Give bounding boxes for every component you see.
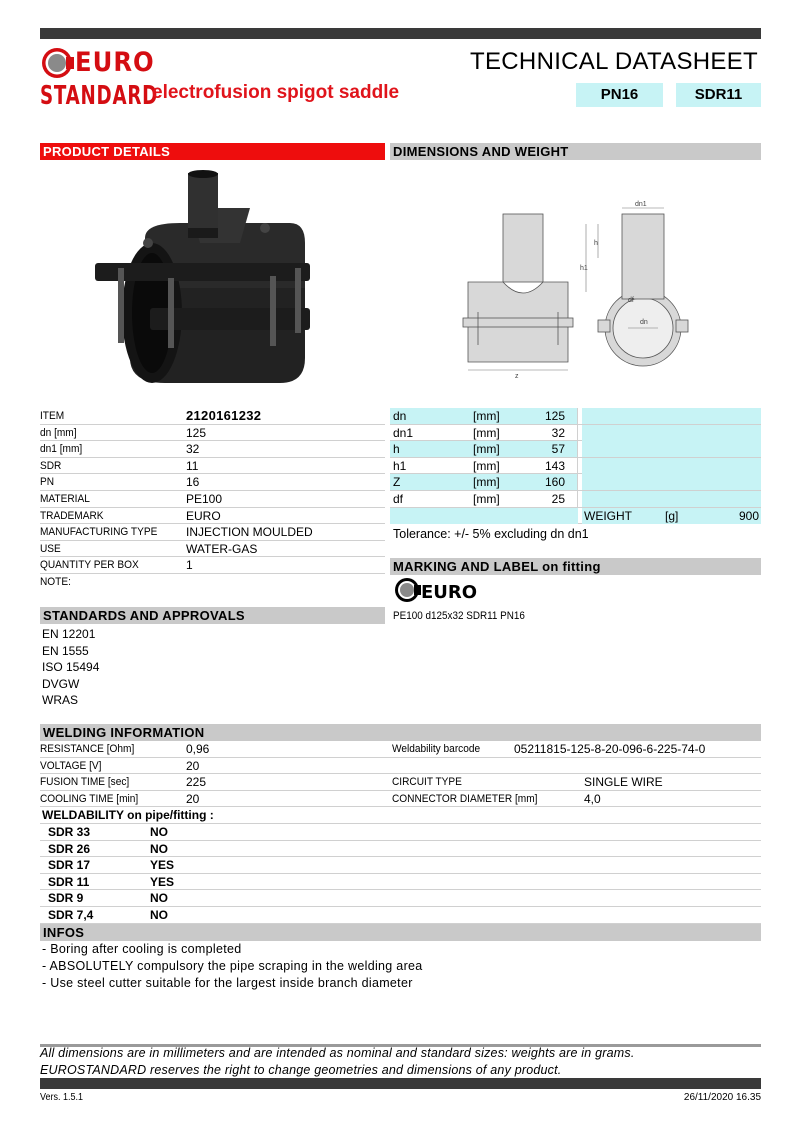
dimension-value: 32 (551, 425, 565, 440)
product-value: 16 (186, 475, 200, 490)
dimension-name: h (393, 442, 400, 457)
barcode-label: Weldability barcode (392, 743, 481, 755)
weldability-sdr: SDR 17 (48, 858, 91, 873)
product-image (90, 168, 330, 398)
welding-label: VOLTAGE [V] (40, 759, 102, 772)
product-value: INJECTION MOULDED (186, 525, 313, 540)
standard-item: EN 1555 (42, 643, 89, 658)
connector-diameter-label: CONNECTOR DIAMETER [mm] (392, 792, 538, 805)
welding-label: RESISTANCE [Ohm] (40, 743, 135, 755)
dimension-unit: [mm] (473, 475, 500, 490)
product-row (40, 458, 385, 475)
product-details-table (40, 408, 385, 591)
product-label: NOTE: (40, 575, 71, 588)
dimension-cell (390, 425, 578, 441)
product-row (40, 408, 385, 425)
label-df: df (628, 297, 634, 304)
pn-tag: PN16 (576, 83, 663, 107)
dimension-value: 160 (544, 475, 565, 490)
weldability-row (40, 890, 761, 907)
weight-value: 900 (738, 508, 759, 523)
weldability-row (40, 841, 761, 858)
dimension-name: Z (393, 475, 401, 490)
brand-bottom: STANDARD (40, 81, 159, 111)
dimension-extra-cell (582, 441, 761, 457)
standard-item: ISO 15494 (42, 660, 100, 675)
product-value: 2120161232 (186, 408, 262, 423)
dimension-unit: [mm] (473, 442, 500, 457)
product-value: EURO (186, 508, 221, 523)
weldability-result: NO (150, 907, 168, 922)
footer-note-2: EUROSTANDARD reserves the right to change geometries and dimensions of any product. (40, 1063, 562, 1077)
weight-row (390, 508, 761, 525)
product-label: MATERIAL (40, 492, 90, 505)
connector-diameter-value: 4,0 (584, 791, 601, 806)
product-label: USE (40, 542, 61, 555)
dimension-unit: [mm] (473, 409, 500, 423)
dimension-extra-cell (582, 425, 761, 441)
product-label: SDR (40, 459, 62, 472)
product-label: MANUFACTURING TYPE (40, 526, 158, 539)
weldability-result: NO (150, 841, 168, 856)
dimension-row (390, 474, 761, 491)
bottom-bar (40, 1078, 761, 1089)
dimension-unit: [mm] (473, 458, 500, 473)
product-row (40, 541, 385, 558)
dimension-name: df (393, 491, 404, 506)
dimension-unit: [mm] (473, 425, 500, 440)
label-z: z (515, 373, 519, 380)
welding-label: FUSION TIME [sec] (40, 776, 130, 789)
weldability-row (40, 824, 761, 841)
product-value: 32 (186, 442, 200, 457)
product-row (40, 491, 385, 508)
welding-row (40, 791, 761, 808)
product-row (40, 574, 385, 591)
welding-header: WELDING INFORMATION (40, 724, 761, 741)
info-item: - Use steel cutter suitable for the largest inside branch diameter (42, 975, 413, 990)
info-item: - Boring after cooling is completed (42, 942, 242, 956)
circuit-type-label: CIRCUIT TYPE (392, 776, 462, 789)
dimension-name: dn (393, 409, 407, 423)
dimension-extra-cell (582, 474, 761, 490)
weight-blank-cell (390, 508, 578, 524)
product-row (40, 557, 385, 574)
standards-header: STANDARDS AND APPROVALS (40, 607, 385, 624)
product-row (40, 508, 385, 525)
weldability-sdr: SDR 33 (48, 825, 91, 839)
standard-item: DVGW (42, 676, 80, 691)
dimension-value: 57 (551, 442, 565, 457)
weldability-result: YES (150, 858, 175, 873)
welding-value: 0,96 (186, 742, 210, 756)
top-bar (40, 28, 761, 39)
product-label: ITEM (40, 410, 65, 422)
product-details-header: PRODUCT DETAILS (40, 143, 385, 160)
dimensions-drawing (458, 200, 703, 380)
weldability-sdr: SDR 9 (48, 891, 84, 906)
dimensions-table (390, 408, 761, 524)
product-row (40, 474, 385, 491)
dimension-row (390, 458, 761, 475)
weldability-result: NO (150, 891, 168, 906)
dimension-value: 125 (544, 409, 565, 423)
marking-text: PE100 d125x32 SDR11 PN16 (393, 610, 525, 622)
product-label: PN (40, 476, 55, 489)
label-dn1: dn1 (635, 201, 647, 208)
dimension-extra-cell (582, 458, 761, 474)
weight-unit: [g] (665, 508, 679, 523)
weldability-sdr: SDR 26 (48, 841, 91, 856)
dimension-unit: [mm] (473, 491, 500, 506)
weldability-sdr: SDR 11 (48, 874, 90, 889)
weldability-row (40, 857, 761, 874)
svg-text:EURO: EURO (421, 582, 478, 603)
dimension-name: dn1 (393, 425, 414, 440)
footer-note-1: All dimensions are in millimeters and are intended as nominal and standard sizes: weights are in grams. (40, 1046, 635, 1060)
welding-value: 20 (186, 791, 200, 806)
welding-value: 225 (186, 775, 207, 790)
dimension-cell (390, 474, 578, 490)
product-value: WATER-GAS (186, 541, 258, 556)
weldability-row (40, 874, 761, 891)
marking-logo (394, 577, 478, 606)
dimension-row (390, 408, 761, 425)
standard-item: WRAS (42, 693, 78, 708)
product-label: QUANTITY PER BOX (40, 559, 139, 572)
marking-header: MARKING AND LABEL on fitting (390, 558, 761, 575)
dimension-cell (390, 491, 578, 507)
product-label: dn [mm] (40, 426, 77, 439)
dimension-cell (390, 441, 578, 457)
version: Vers. 1.5.1 (40, 1092, 84, 1103)
product-value: 125 (186, 425, 207, 440)
weldability-table (40, 824, 761, 924)
dimension-value: 143 (544, 458, 565, 473)
infos-list (42, 941, 423, 991)
product-value: 1 (186, 558, 193, 573)
brand-top: EURO (75, 47, 155, 78)
dimension-extra-cell (582, 491, 761, 507)
dimension-value: 25 (551, 491, 565, 506)
welding-row (40, 774, 761, 791)
standard-item: EN 12201 (42, 627, 96, 641)
welding-table (40, 741, 761, 807)
info-item: - ABSOLUTELY compulsory the pipe scraping in the welding area (42, 958, 423, 973)
product-label: dn1 [mm] (40, 443, 83, 456)
weldability-result: NO (150, 825, 168, 839)
welding-value: 20 (186, 758, 200, 773)
euro-mark-icon (394, 577, 478, 603)
infos-header: INFOS (40, 924, 761, 941)
weldability-row (40, 907, 761, 924)
product-value: 11 (186, 458, 199, 473)
product-subtitle: electrofusion spigot saddle (152, 82, 400, 103)
document-title: TECHNICAL DATASHEET (470, 48, 758, 75)
dimension-cell (390, 458, 578, 474)
dimensions-header: DIMENSIONS AND WEIGHT (390, 143, 761, 160)
weldability-title: WELDABILITY on pipe/fitting : (40, 807, 761, 824)
welding-row (40, 741, 761, 758)
product-row (40, 441, 385, 458)
label-dn: dn (640, 319, 648, 326)
tolerance-note: Tolerance: +/- 5% excluding dn dn1 (393, 527, 589, 541)
weight-cell (582, 508, 761, 524)
dimension-row (390, 491, 761, 508)
dimension-extra-cell (582, 408, 761, 424)
sdr-tag: SDR11 (676, 83, 761, 107)
print-date: 26/11/2020 16.35 (683, 1092, 761, 1103)
label-h: h (594, 240, 598, 247)
dimension-cell (390, 408, 578, 424)
barcode-value: 05211815-125-8-20-096-6-225-74-0 (514, 742, 706, 756)
welding-row (40, 758, 761, 775)
dimension-name: h1 (393, 458, 407, 473)
dimension-row (390, 441, 761, 458)
circuit-type-value: SINGLE WIRE (584, 775, 663, 790)
product-value: PE100 (186, 491, 223, 506)
standards-list (42, 626, 99, 709)
product-row (40, 524, 385, 541)
product-label: TRADEMARK (40, 509, 104, 522)
weldability-sdr: SDR 7,4 (48, 907, 94, 922)
dimension-row (390, 425, 761, 442)
weldability-result: YES (150, 874, 175, 889)
welding-label: COOLING TIME [min] (40, 792, 139, 805)
label-h1: h1 (580, 265, 588, 272)
product-row (40, 425, 385, 442)
weight-label: WEIGHT (584, 508, 632, 523)
